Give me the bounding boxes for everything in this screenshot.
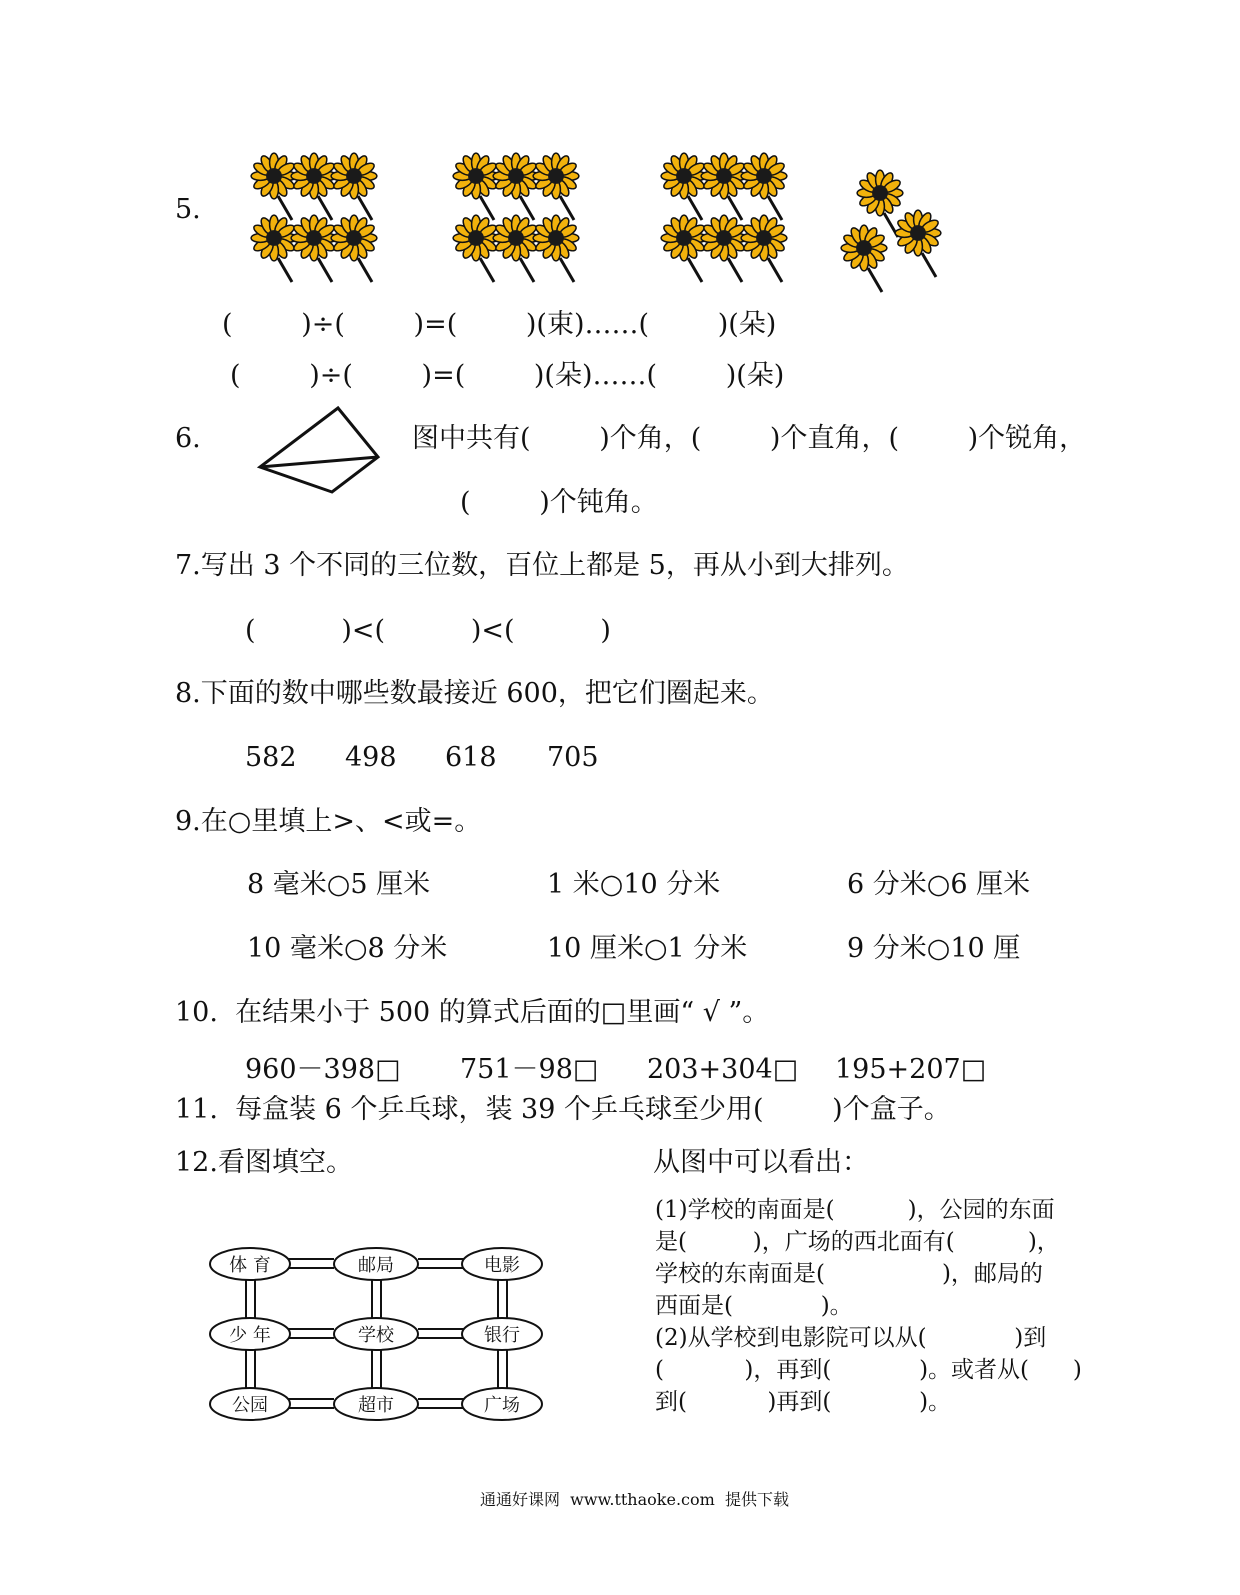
q10-question: 10. 在结果小于 500 的算式后面的□里画“ √ ”。 xyxy=(175,997,770,1028)
q10-expression: 195+207□ xyxy=(835,1054,987,1085)
sunflower xyxy=(741,153,787,220)
sunflower xyxy=(291,153,337,220)
q8-number: 705 xyxy=(547,742,599,773)
map-diagram xyxy=(200,1235,560,1430)
sunflower xyxy=(331,153,377,220)
q5-answer-line-2: ( )÷( )=( )(朵)……( )(朵) xyxy=(230,360,785,391)
q8-question: 8.下面的数中哪些数最接近 600，把它们圈起来。 xyxy=(175,678,774,709)
q10-expression: 751－98□ xyxy=(460,1054,599,1085)
sunflower-illustration xyxy=(0,0,1240,320)
sunflower xyxy=(701,153,747,220)
q5-answer-line-1: ( )÷( )=( )(束)……( )(朵) xyxy=(222,309,777,340)
map-node-park: 公园 xyxy=(232,1395,268,1416)
q9-item: 10 毫米○8 分米 xyxy=(247,933,448,964)
map-node-square: 广场 xyxy=(484,1395,520,1416)
sunflower xyxy=(661,215,707,282)
sunflower-bunch xyxy=(841,170,941,292)
sunflower xyxy=(741,215,787,282)
sunflower xyxy=(453,153,499,220)
q7-question: 7.写出 3 个不同的三位数，百位上都是 5，再从小到大排列。 xyxy=(175,550,909,581)
q12-line: ( )，再到( )。或者从( ) xyxy=(655,1357,1082,1383)
q6-question-line-2: ( )个钝角。 xyxy=(460,487,658,518)
q8-number: 582 xyxy=(245,742,297,773)
sunflower xyxy=(291,215,337,282)
q9-item: 1 米○10 分米 xyxy=(547,869,721,900)
q11-question: 11. 每盒装 6 个乒乓球，装 39 个乒乓球至少用( )个盒子。 xyxy=(175,1094,951,1125)
sunflower xyxy=(493,153,539,220)
sunflower xyxy=(251,153,297,220)
q10-expression: 203+304□ xyxy=(647,1054,799,1085)
q12-line: 是( )，广场的西北面有( )， xyxy=(655,1229,1060,1255)
footer-text: 通通好课网 www.tthaoke.com 提供下载 xyxy=(480,1490,789,1509)
sunflower-bunch xyxy=(661,153,787,282)
q8-number: 498 xyxy=(345,742,397,773)
q5-number: 5. xyxy=(175,194,201,225)
sunflower xyxy=(533,153,579,220)
sunflower xyxy=(895,210,941,277)
q12-right-title: 从图中可以看出： xyxy=(653,1147,869,1178)
q9-item: 10 厘米○1 分米 xyxy=(547,933,748,964)
q9-item: 6 分米○6 厘米 xyxy=(847,869,1031,900)
map-node-bank: 银行 xyxy=(484,1325,520,1346)
q7-answer-line: ( )<( )<( ) xyxy=(245,615,611,646)
sunflower xyxy=(251,215,297,282)
map-node-sports: 体 育 xyxy=(229,1255,271,1276)
sunflower xyxy=(493,215,539,282)
sunflower xyxy=(841,225,887,292)
sunflower-bunch xyxy=(251,153,377,282)
map-node-youth: 少 年 xyxy=(229,1325,271,1346)
q12-line: 西面是( )。 xyxy=(655,1293,853,1319)
sunflower xyxy=(331,215,377,282)
sunflower xyxy=(533,215,579,282)
quadrilateral-figure xyxy=(250,400,390,500)
q6-number: 6. xyxy=(175,423,201,454)
q12-line: 学校的东南面是( )，邮局的 xyxy=(655,1261,1043,1287)
sunflower xyxy=(661,153,707,220)
map-node-school: 学校 xyxy=(358,1325,394,1346)
sunflower xyxy=(701,215,747,282)
q10-expression: 960－398□ xyxy=(245,1054,401,1085)
map-node-supermarket: 超市 xyxy=(358,1395,394,1416)
map-node-cinema: 电影 xyxy=(484,1255,520,1276)
sunflower xyxy=(453,215,499,282)
q9-question: 9.在○里填上>、<或=。 xyxy=(175,806,482,837)
sunflower-bunch xyxy=(453,153,579,282)
q12-question: 12.看图填空。 xyxy=(175,1147,353,1178)
q9-item: 8 毫米○5 厘米 xyxy=(247,869,431,900)
q12-line: (2)从学校到电影院可以从( )到 xyxy=(655,1325,1047,1351)
q9-item: 9 分米○10 厘 xyxy=(847,933,1021,964)
q12-line: (1)学校的南面是( )，公园的东面 xyxy=(655,1197,1055,1223)
q12-line: 到( )再到( )。 xyxy=(655,1389,952,1415)
q8-number: 618 xyxy=(445,742,497,773)
map-node-post-office: 邮局 xyxy=(358,1255,394,1276)
q6-question-line-1: 图中共有( )个角，( )个直角，( )个锐角， xyxy=(412,423,1087,454)
